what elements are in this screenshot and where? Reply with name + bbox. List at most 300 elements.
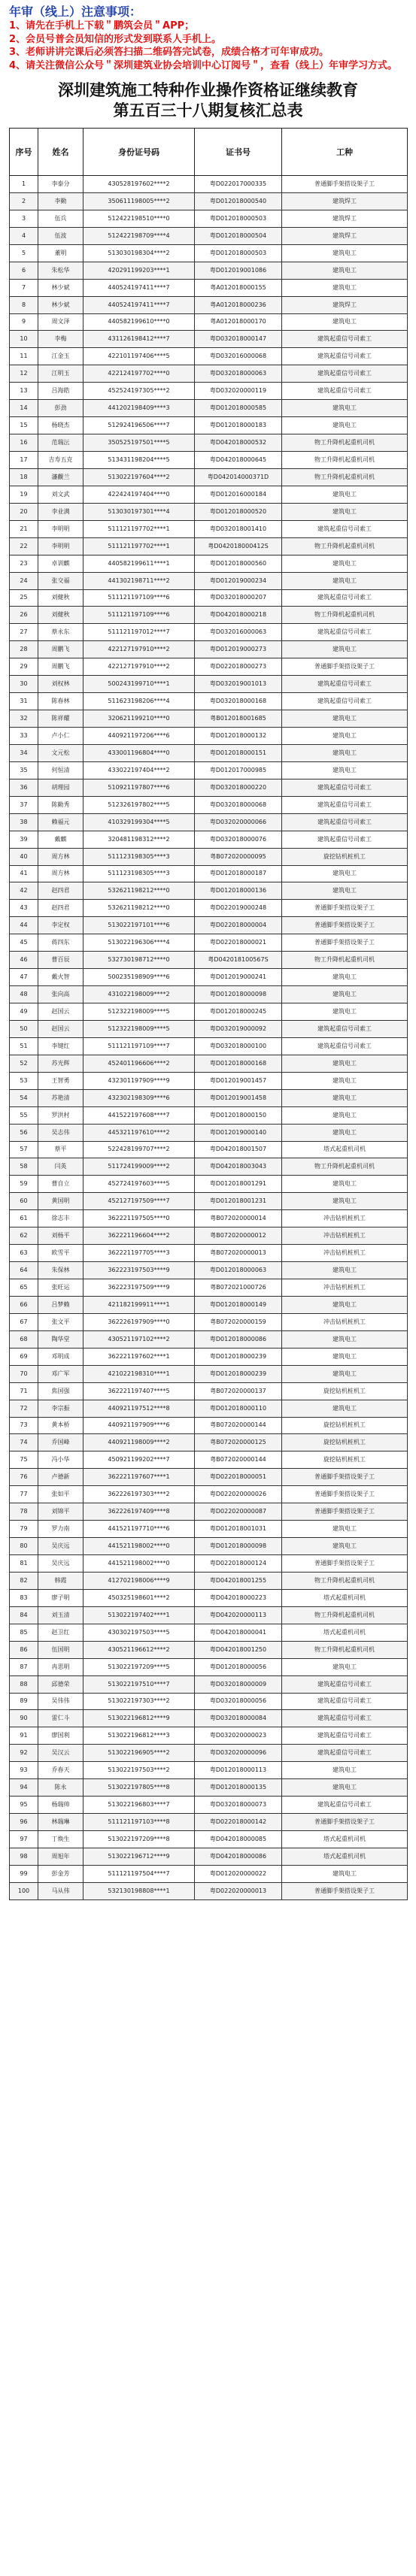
cell-job-type: 建筑起重信号司索工 — [282, 813, 408, 831]
cell-index: 75 — [10, 1451, 38, 1469]
cell-name: 彭金芳 — [38, 1865, 84, 1882]
cell-job-type: 冲击钻机桩机工 — [282, 1210, 408, 1227]
cell-index: 4 — [10, 227, 38, 244]
cell-index: 84 — [10, 1606, 38, 1624]
cell-index: 99 — [10, 1865, 38, 1882]
table-row — [10, 1296, 408, 1313]
cell-certificate-number: 粤B072020000159 — [195, 1313, 282, 1330]
cell-id-number: 362221196604****2 — [84, 1227, 195, 1245]
header-certificate-number: 证书号 — [195, 129, 282, 176]
cell-job-type: 建筑电工 — [282, 1262, 408, 1279]
cell-job-type: 物工升降机起重机司机 — [282, 607, 408, 624]
cell-job-type: 旋挖钻机桩机工 — [282, 1434, 408, 1451]
cell-index: 36 — [10, 779, 38, 796]
table-row — [10, 1055, 408, 1072]
cell-id-number: 362221197607****1 — [84, 1469, 195, 1486]
cell-certificate-number: 粤A012018000155 — [195, 279, 282, 296]
table-row — [10, 796, 408, 813]
cell-certificate-number: 粤D032018000084 — [195, 1710, 282, 1727]
cell-id-number: 433001196804****0 — [84, 744, 195, 761]
cell-job-type: 建筑电工 — [282, 503, 408, 520]
cell-index: 62 — [10, 1227, 38, 1245]
cell-id-number: 513022196306****4 — [84, 934, 195, 952]
cell-index: 95 — [10, 1797, 38, 1814]
cell-index: 29 — [10, 658, 38, 676]
cell-index: 8 — [10, 296, 38, 313]
cell-certificate-number: 粤D012018000245 — [195, 1003, 282, 1021]
summary-table — [9, 128, 408, 1900]
cell-id-number: 532621198212****0 — [84, 900, 195, 917]
cell-job-type: 旋挖钻机桩机工 — [282, 1451, 408, 1469]
cell-id-number: 513022197209****8 — [84, 1831, 195, 1848]
table-row — [10, 417, 408, 434]
table-row — [10, 865, 408, 882]
cell-job-type: 建筑电工 — [282, 865, 408, 882]
cell-certificate-number: 粤D032020000119 — [195, 383, 282, 400]
table-row — [10, 1313, 408, 1330]
cell-name: 彭劲 — [38, 400, 84, 417]
table-row — [10, 244, 408, 262]
cell-name: 马从伟 — [38, 1882, 84, 1899]
cell-job-type: 普通脚手架搭设架子工 — [282, 658, 408, 676]
table-row — [10, 1797, 408, 1814]
cell-name: 林少斌 — [38, 296, 84, 313]
cell-name: 李键红 — [38, 1037, 84, 1055]
cell-certificate-number: 粤B072020000144 — [195, 1417, 282, 1434]
cell-name: 乔春天 — [38, 1762, 84, 1779]
cell-name: 刘健秋 — [38, 589, 84, 607]
cell-id-number: 440921198009****2 — [84, 1434, 195, 1451]
cell-index: 37 — [10, 796, 38, 813]
notice-block — [0, 0, 416, 72]
cell-id-number: 512422198709****4 — [84, 227, 195, 244]
cell-id-number: 513022196712****9 — [84, 1848, 195, 1865]
cell-name: 张旺运 — [38, 1279, 84, 1297]
cell-job-type: 建筑起重信号司索工 — [282, 348, 408, 365]
table-row — [10, 279, 408, 296]
cell-id-number: 362221197705****3 — [84, 1245, 195, 1262]
cell-index: 46 — [10, 952, 38, 969]
cell-id-number: 422124197702****0 — [84, 365, 195, 383]
cell-job-type: 普通脚手架搭设架子工 — [282, 1503, 408, 1521]
table-row — [10, 1279, 408, 1297]
cell-name: 苏艳清 — [38, 1089, 84, 1106]
cell-certificate-number: 粤B072020000125 — [195, 1434, 282, 1451]
cell-index: 10 — [10, 331, 38, 348]
cell-index: 65 — [10, 1279, 38, 1297]
cell-job-type: 物工升降机起重机司机 — [282, 434, 408, 452]
cell-index: 93 — [10, 1762, 38, 1779]
table-row — [10, 1124, 408, 1141]
cell-id-number: 412702198006****9 — [84, 1572, 195, 1589]
cell-name: 黄本桥 — [38, 1417, 84, 1434]
cell-certificate-number: 粤D012018000113 — [195, 1762, 282, 1779]
cell-certificate-number: 粤D012018000540 — [195, 192, 282, 210]
table-row — [10, 900, 408, 917]
cell-id-number: 430521196612****2 — [84, 1641, 195, 1658]
cell-index: 43 — [10, 900, 38, 917]
table-row — [10, 1348, 408, 1365]
cell-job-type: 塔式起重机司机 — [282, 1624, 408, 1641]
cell-certificate-number: 粤D022019000248 — [195, 900, 282, 917]
cell-job-type: 建筑起重信号司索工 — [282, 831, 408, 848]
cell-certificate-number: 粤D012019000234 — [195, 572, 282, 589]
cell-index: 98 — [10, 1848, 38, 1865]
cell-job-type: 建筑电工 — [282, 744, 408, 761]
cell-id-number: 440582199611****1 — [84, 555, 195, 572]
cell-index: 85 — [10, 1624, 38, 1641]
cell-certificate-number: 粤D022020000013 — [195, 1882, 282, 1899]
cell-index: 41 — [10, 865, 38, 882]
table-row — [10, 1176, 408, 1193]
cell-job-type: 物工升降机起重机司机 — [282, 1641, 408, 1658]
cell-name: 黄国明 — [38, 1193, 84, 1210]
table-row — [10, 1831, 408, 1848]
header-name: 姓名 — [38, 129, 84, 176]
cell-job-type: 建筑电工 — [282, 1003, 408, 1021]
cell-id-number: 511121197012****7 — [84, 624, 195, 641]
cell-name: 周旭年 — [38, 1848, 84, 1865]
cell-index: 47 — [10, 969, 38, 986]
cell-id-number: 433022197404****2 — [84, 761, 195, 779]
cell-name: 李明明 — [38, 520, 84, 537]
cell-certificate-number: 粤D042020000113 — [195, 1606, 282, 1624]
cell-certificate-number: 粤D042018000041 — [195, 1624, 282, 1641]
cell-name: 朱保林 — [38, 1262, 84, 1279]
notice-line-3: 3、老师讲讲完课后必须答扫描二维码答完试卷，成绩合格才可年审成功。 — [9, 47, 329, 58]
table-header-row — [10, 129, 408, 176]
cell-name: 邓广军 — [38, 1365, 84, 1382]
table-row — [10, 1658, 408, 1675]
cell-certificate-number: 粤D032018001410 — [195, 520, 282, 537]
table-row — [10, 641, 408, 658]
cell-job-type: 普通脚手架搭设架子工 — [282, 934, 408, 952]
cell-name: 廖国利 — [38, 1727, 84, 1745]
cell-certificate-number: 粤D012016000184 — [195, 486, 282, 503]
cell-job-type: 冲击钻机桩机工 — [282, 1279, 408, 1297]
cell-name: 邱德荣 — [38, 1675, 84, 1693]
cell-index: 35 — [10, 761, 38, 779]
table-row — [10, 365, 408, 383]
cell-certificate-number: 粤D012018000063 — [195, 1262, 282, 1279]
cell-certificate-number: 粤D032020000066 — [195, 813, 282, 831]
cell-job-type: 建筑起重信号司索工 — [282, 796, 408, 813]
cell-name: 刘权林 — [38, 676, 84, 693]
cell-job-type: 建筑电工 — [282, 1779, 408, 1797]
cell-id-number: 513022196812****3 — [84, 1727, 195, 1745]
cell-name: 罗力南 — [38, 1521, 84, 1538]
cell-id-number: 362223197503****9 — [84, 1262, 195, 1279]
cell-index: 55 — [10, 1106, 38, 1124]
cell-name: 江明玉 — [38, 365, 84, 383]
cell-id-number: 513022197503****2 — [84, 1762, 195, 1779]
cell-certificate-number: 粤D012019000273 — [195, 641, 282, 658]
cell-name: 陈永 — [38, 1779, 84, 1797]
cell-certificate-number: 粤D042018000645 — [195, 452, 282, 469]
cell-index: 2 — [10, 192, 38, 210]
table-row — [10, 486, 408, 503]
cell-index: 79 — [10, 1521, 38, 1538]
cell-id-number: 513022197303****2 — [84, 1693, 195, 1710]
cell-job-type: 建筑电工 — [282, 279, 408, 296]
cell-id-number: 513022196812****9 — [84, 1710, 195, 1727]
cell-id-number: 513022197510****7 — [84, 1675, 195, 1693]
cell-id-number: 512322198009****5 — [84, 1020, 195, 1037]
cell-id-number: 512924196506****7 — [84, 417, 195, 434]
cell-index: 81 — [10, 1555, 38, 1573]
cell-id-number: 511121197504****7 — [84, 1865, 195, 1882]
cell-job-type: 建筑电工 — [282, 728, 408, 745]
cell-certificate-number: 粤D032018000068 — [195, 796, 282, 813]
cell-name: 朱松华 — [38, 262, 84, 279]
cell-name: 赵卫红 — [38, 1624, 84, 1641]
cell-id-number: 431126198412****7 — [84, 331, 195, 348]
cell-certificate-number: 粤D032019000092 — [195, 1020, 282, 1037]
cell-name: 赵国云 — [38, 1003, 84, 1021]
cell-job-type: 建筑焊工 — [282, 192, 408, 210]
cell-name: 周鹏飞 — [38, 658, 84, 676]
cell-name: 瀋觀兰 — [38, 468, 84, 486]
cell-index: 20 — [10, 503, 38, 520]
cell-id-number: 450921199202****7 — [84, 1451, 195, 1469]
table-row — [10, 1589, 408, 1606]
cell-id-number: 441302198711****2 — [84, 572, 195, 589]
cell-name: 徐志丰 — [38, 1210, 84, 1227]
cell-id-number: 511121197702****1 — [84, 537, 195, 555]
cell-id-number: 510921197807****6 — [84, 779, 195, 796]
cell-id-number: 513022197402****1 — [84, 1606, 195, 1624]
cell-job-type: 建筑起重信号司索工 — [282, 1693, 408, 1710]
cell-certificate-number: 粤D022020000026 — [195, 1486, 282, 1503]
cell-name: 刘文武 — [38, 486, 84, 503]
cell-id-number: 432301197909****9 — [84, 1072, 195, 1089]
cell-certificate-number: 粤B072020000014 — [195, 1210, 282, 1227]
table-row — [10, 383, 408, 400]
cell-certificate-number: 粤D042018000086 — [195, 1848, 282, 1865]
cell-job-type: 建筑起重信号司索工 — [282, 520, 408, 537]
cell-certificate-number: 粤D042018000218 — [195, 607, 282, 624]
cell-certificate-number: 粤D042018003043 — [195, 1158, 282, 1176]
cell-certificate-number: 粤D012018000132 — [195, 728, 282, 745]
cell-certificate-number: 粤D042018001255 — [195, 1572, 282, 1589]
cell-job-type: 建筑电工 — [282, 313, 408, 331]
cell-id-number: 441521198002****0 — [84, 1538, 195, 1555]
table-row — [10, 969, 408, 986]
cell-index: 88 — [10, 1675, 38, 1693]
cell-id-number: 422424197404****0 — [84, 486, 195, 503]
document-title-line-2: 第五百三十八期复核汇总表 — [113, 101, 303, 120]
table-row — [10, 1365, 408, 1382]
table-row — [10, 1486, 408, 1503]
cell-id-number: 362226197409****8 — [84, 1503, 195, 1521]
cell-certificate-number: 粤D012018001231 — [195, 1193, 282, 1210]
cell-certificate-number: 粤D032020000023 — [195, 1727, 282, 1745]
cell-id-number: 511724199009****2 — [84, 1158, 195, 1176]
cell-name: 张向高 — [38, 986, 84, 1003]
cell-name: 丁焕生 — [38, 1831, 84, 1848]
cell-name: 邓明成 — [38, 1348, 84, 1365]
cell-index: 40 — [10, 848, 38, 865]
table-row — [10, 1469, 408, 1486]
cell-certificate-number: 粤D012018000183 — [195, 417, 282, 434]
cell-id-number: 362226197303****2 — [84, 1486, 195, 1503]
cell-certificate-number: 粤D012018000150 — [195, 1106, 282, 1124]
cell-index: 22 — [10, 537, 38, 555]
cell-name: 伍兵 — [38, 210, 84, 227]
cell-id-number: 422127197910****2 — [84, 658, 195, 676]
table-row — [10, 1106, 408, 1124]
cell-index: 53 — [10, 1072, 38, 1089]
cell-job-type: 建筑电工 — [282, 1055, 408, 1072]
cell-index: 66 — [10, 1296, 38, 1313]
cell-id-number: 440524197411****7 — [84, 279, 195, 296]
cell-job-type: 建筑电工 — [282, 1400, 408, 1417]
cell-certificate-number: 粤D022018000142 — [195, 1814, 282, 1831]
cell-job-type: 建筑电工 — [282, 641, 408, 658]
cell-certificate-number: 粤D012018000056 — [195, 1658, 282, 1675]
cell-name: 吕梦赖 — [38, 1296, 84, 1313]
cell-certificate-number: 粤B072020000013 — [195, 1245, 282, 1262]
table-row — [10, 572, 408, 589]
cell-certificate-number: 粤D032016000068 — [195, 348, 282, 365]
table-row — [10, 452, 408, 469]
cell-job-type: 普通脚手架搭设架子工 — [282, 1555, 408, 1573]
cell-name: 蒋四东 — [38, 934, 84, 952]
cell-id-number: 452127197509****7 — [84, 1193, 195, 1210]
cell-name: 文元松 — [38, 744, 84, 761]
cell-certificate-number: 粤D012019000241 — [195, 969, 282, 986]
cell-id-number: 441202198409****3 — [84, 400, 195, 417]
table-row — [10, 192, 408, 210]
cell-index: 32 — [10, 710, 38, 728]
cell-name: 张如平 — [38, 1486, 84, 1503]
cell-name: 曹百辰 — [38, 952, 84, 969]
cell-index: 63 — [10, 1245, 38, 1262]
cell-job-type: 建筑电工 — [282, 244, 408, 262]
cell-job-type: 建筑电工 — [282, 1089, 408, 1106]
cell-id-number: 421182199911****1 — [84, 1296, 195, 1313]
cell-certificate-number: 粤D012019001457 — [195, 1072, 282, 1089]
cell-certificate-number: 粤D012019001086 — [195, 262, 282, 279]
cell-index: 56 — [10, 1124, 38, 1141]
table-row — [10, 520, 408, 537]
cell-index: 31 — [10, 693, 38, 710]
table-row — [10, 1072, 408, 1089]
cell-id-number: 320621199210****0 — [84, 710, 195, 728]
cell-name: 曹自立 — [38, 1176, 84, 1193]
cell-job-type: 建筑焊工 — [282, 227, 408, 244]
cell-index: 59 — [10, 1176, 38, 1193]
table-row — [10, 728, 408, 745]
cell-job-type: 物工升降机起重机司机 — [282, 1572, 408, 1589]
cell-id-number: 513030198304****2 — [84, 244, 195, 262]
cell-certificate-number: 粤B072020000144 — [195, 1451, 282, 1469]
table-row — [10, 624, 408, 641]
cell-index: 57 — [10, 1141, 38, 1158]
cell-name: 冉思明 — [38, 1658, 84, 1675]
cell-id-number: 513022196905****2 — [84, 1745, 195, 1762]
cell-index: 87 — [10, 1658, 38, 1675]
cell-name: 李明明 — [38, 537, 84, 555]
cell-certificate-number: 粤D022018000004 — [195, 917, 282, 934]
table-row — [10, 1400, 408, 1417]
cell-index: 21 — [10, 520, 38, 537]
cell-job-type: 建筑电工 — [282, 1538, 408, 1555]
table-row — [10, 589, 408, 607]
cell-id-number: 441521197710****6 — [84, 1521, 195, 1538]
cell-id-number: 513022197805****8 — [84, 1779, 195, 1797]
cell-index: 51 — [10, 1037, 38, 1055]
cell-certificate-number: 粤D012018000086 — [195, 1330, 282, 1348]
cell-certificate-number: 粤D012018000560 — [195, 555, 282, 572]
cell-certificate-number: 粤D042014000371D — [195, 468, 282, 486]
cell-job-type: 旋挖钻机桩机工 — [282, 1417, 408, 1434]
table-row — [10, 1521, 408, 1538]
cell-index: 27 — [10, 624, 38, 641]
cell-id-number: 431022198009****2 — [84, 986, 195, 1003]
cell-index: 76 — [10, 1469, 38, 1486]
cell-certificate-number: 粤D012018000151 — [195, 744, 282, 761]
table-row — [10, 331, 408, 348]
cell-id-number: 513022197604****2 — [84, 468, 195, 486]
table-row — [10, 348, 408, 365]
cell-index: 1 — [10, 176, 38, 193]
cell-id-number: 512326197802****5 — [84, 796, 195, 813]
cell-id-number: 440921197206****6 — [84, 728, 195, 745]
cell-certificate-number: 粤A012018000236 — [195, 296, 282, 313]
cell-certificate-number: 粤D012017000985 — [195, 761, 282, 779]
cell-job-type: 建筑电工 — [282, 1365, 408, 1382]
cell-id-number: 445321197610****2 — [84, 1124, 195, 1141]
cell-name: 周方林 — [38, 848, 84, 865]
cell-certificate-number: 粤D012018000149 — [195, 1296, 282, 1313]
table-row — [10, 1848, 408, 1865]
cell-index: 11 — [10, 348, 38, 365]
notice-title: 年审（线上）注意事项： — [9, 5, 142, 19]
header-job-type: 工种 — [282, 129, 408, 176]
cell-name: 陈春林 — [38, 693, 84, 710]
cell-job-type: 建筑电工 — [282, 761, 408, 779]
table-row — [10, 313, 408, 331]
cell-job-type: 建筑电工 — [282, 486, 408, 503]
cell-name: 廖子明 — [38, 1589, 84, 1606]
table-row — [10, 710, 408, 728]
cell-job-type: 建筑电工 — [282, 1658, 408, 1675]
cell-index: 24 — [10, 572, 38, 589]
cell-name: 刘健秋 — [38, 607, 84, 624]
cell-index: 60 — [10, 1193, 38, 1210]
table-row — [10, 1727, 408, 1745]
table-row — [10, 1865, 408, 1882]
table-row — [10, 210, 408, 227]
cell-index: 34 — [10, 744, 38, 761]
table-row — [10, 1020, 408, 1037]
cell-job-type: 普通脚手架搭设架子工 — [282, 1469, 408, 1486]
cell-name: 董明 — [38, 244, 84, 262]
cell-index: 78 — [10, 1503, 38, 1521]
cell-id-number: 320481198312****2 — [84, 831, 195, 848]
cell-id-number: 422101197406****5 — [84, 348, 195, 365]
table-row — [10, 1330, 408, 1348]
cell-name: 戴麒 — [38, 831, 84, 848]
cell-name: 卢德新 — [38, 1469, 84, 1486]
cell-certificate-number: 粤D012018000187 — [195, 865, 282, 882]
cell-id-number: 362226197909****0 — [84, 1313, 195, 1330]
cell-certificate-number: 粤D012019000140 — [195, 1124, 282, 1141]
table-row — [10, 400, 408, 417]
cell-certificate-number: 粤D022017000335 — [195, 176, 282, 193]
cell-name: 林少斌 — [38, 279, 84, 296]
